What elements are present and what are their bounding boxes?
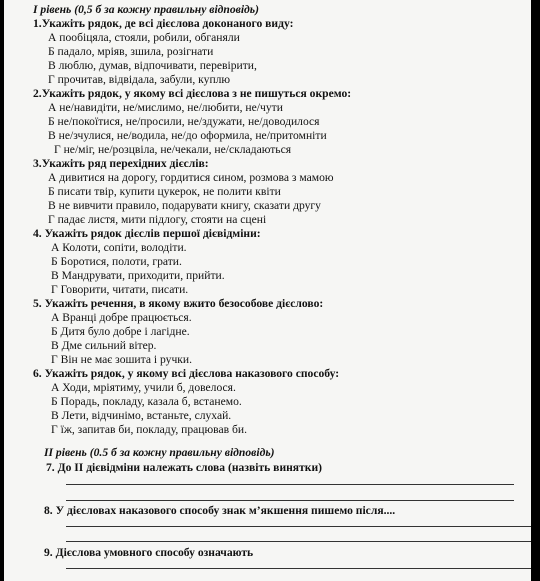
question-1-option-b: Б падало, мріяв, зшила, розігнати	[48, 45, 214, 58]
worksheet-page	[4, 0, 531, 581]
question-1-title: 1.Укажіть рядок, де всі дієслова доконаного виду:	[33, 17, 294, 30]
question-6-option-d: Г їж, запитав би, покладу, працював би.	[51, 423, 247, 436]
question-1-option-c: В люблю, думав, відпочивати, перевірити,	[48, 59, 257, 72]
question-2-title: 2.Укажіть рядок, у якому всі дієслова з не пишуться окремо:	[33, 87, 352, 100]
question-7-title: 7. До ІІ дієвідміни належать слова (назвіть винятки)	[46, 461, 322, 474]
question-3-title: 3.Укажіть ряд перехідних дієслів:	[33, 157, 209, 170]
question-6-option-a: А Ходи, мріятиму, учили б, довелося.	[51, 381, 236, 394]
answer-line[interactable]	[66, 568, 531, 569]
question-6-option-b: Б Порадь, покладу, казала б, встанемо.	[51, 395, 242, 408]
question-4-option-b: Б Боротися, полоти, грати.	[51, 255, 182, 268]
question-1-option-d: Г прочитав, відвідала, забули, куплю	[48, 73, 231, 86]
question-6-title: 6. Укажіть рядок, у якому всі дієслова наказового способу:	[33, 367, 340, 380]
question-5-option-a: А Вранці добре працюється.	[51, 311, 192, 324]
section1-header: I рівень (0,5 б за кожну правильну відповідь)	[33, 3, 259, 16]
question-1-option-a: А пообіцяла, стояли, робили, обганяли	[48, 31, 240, 44]
question-2-option-c: В не/зчулися, не/водила, не/до оформила, не/притомніти	[48, 129, 327, 142]
question-3-option-c: В не вивчити правило, подарувати книгу, сказати другу	[48, 199, 321, 212]
question-2-option-a: А не/навидіти, не/мислимо, не/любити, не/чути	[48, 101, 283, 114]
question-8-title: 8. У дієсловах наказового способу знак м’якшення пишемо після....	[44, 504, 396, 517]
question-4-option-c: В Мандрувати, приходити, прийти.	[51, 269, 225, 282]
answer-line[interactable]	[66, 526, 531, 527]
answer-line[interactable]	[66, 541, 531, 542]
question-5-title: 5. Укажіть речення, в якому вжито безособове дієслово:	[33, 297, 324, 310]
answer-line[interactable]	[66, 500, 514, 501]
question-5-option-c: В Дме сильний вітер.	[51, 339, 157, 352]
question-4-option-a: А Колоти, сопіти, володіти.	[51, 241, 187, 254]
question-3-option-a: А дивитися на дорогу, гордитися сином, розмова з мамою	[48, 171, 334, 184]
answer-line[interactable]	[66, 484, 514, 485]
question-5-option-b: Б Дитя було добре і лагідне.	[51, 325, 190, 338]
question-2-option-b: Б не/покоїтися, не/просили, не/здужати, не/доводилося	[48, 115, 320, 128]
question-2-option-d: Г не/міг, не/розцвіла, не/чекали, не/складаються	[54, 143, 292, 156]
question-4-option-d: Г Говорити, читати, писати.	[51, 283, 189, 296]
question-9-title: 9. Дієслова умовного способу означають	[44, 546, 254, 559]
question-6-option-c: В Лети, відчинімо, встаньте, слухай.	[51, 409, 232, 422]
question-3-option-b: Б писати твір, купити цукерок, не полити квіти	[48, 185, 281, 198]
question-4-title: 4. Укажіть рядок дієслів першої дієвідміни:	[33, 227, 261, 240]
section2-header: ІІ рівень (0.5 б за кожну правильну відповідь)	[44, 446, 275, 459]
question-5-option-d: Г Він не має зошита і ручки.	[51, 353, 193, 366]
question-3-option-d: Г падає листя, мити підлогу, стояти на сцені	[48, 213, 267, 226]
